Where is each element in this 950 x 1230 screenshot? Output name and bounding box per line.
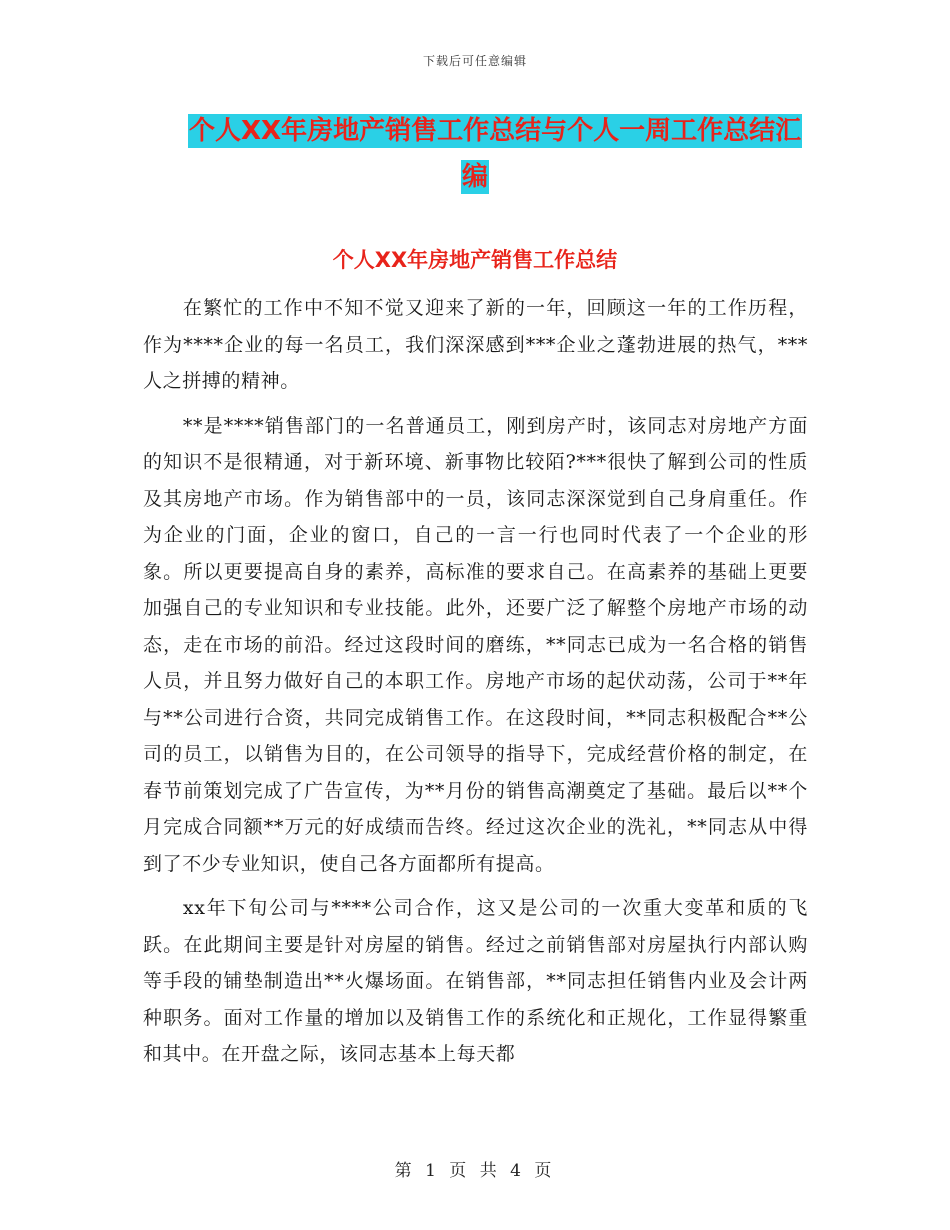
paragraph-1: 在繁忙的工作中不知不觉又迎来了新的一年，回顾这一年的工作历程，作为****企业的每一名员工，我们深深感到***企业之蓬勃进展的热气，***人之拼搏的精神。 [143,297,808,392]
document-title-line2 [188,154,810,200]
document-body [143,290,808,1081]
page-number: 第 1 页 共 4 页 [394,1161,556,1181]
title-highlight-1: 个人XX年房地产销售工作总结与个人一周工作总结汇 [189,116,802,146]
section-title: 个人XX年房地产销售工作总结 [332,248,618,272]
paragraph-2: **是****销售部门的一名普通员工，刚到房产时，该同志对房地产方面的知识不是很精通，对于新环境、新事物比较陌?***很快了解到公司的性质及其房地产市场。作为销售部中的一员，该同志深深觉到自己身肩重任。作为企业的门面，企业的窗口，自己的一言一行也同时代表了一个企业的形象。所以更要提高自身的素养，高标准的要求自己。在高素养的基础上更要加强自己的专业知识和专业技能。此外，还要广泛了解整个房地产市场的动态，走在市场的前沿。经过这段时间的磨练，**同志已成为一名合格的销售人员，并且努力做好自己的本职工作。房地产市场的起伏动荡，公司于**年与**公司进行合资，共同完成销售工作。在这段时间，**同志积极配合**公司的员工，以销售为目的，在公司领导的指导下，完成经营价格的制定，在春节前策划完成了广告宣传，为**月份的销售高潮奠定了基础。最后以**个月完成合同额**万元的好成绩而告终。经过这次企业的洗礼，**同志从中得到了不少专业知识，使自己各方面都所有提高。 [143,414,808,875]
document-title [188,108,810,200]
paragraph-3: xx年下旬公司与****公司合作，这又是公司的一次重大变革和质的飞跃。在此期间主要是针对房屋的销售。经过之前销售部对房屋执行内部认购等手段的铺垫制造出**火爆场面。在销售部，**同志担任销售内业及会计两种职务。面对工作量的增加以及销售工作的系统化和正规化，工作显得繁重和其中。在开盘之际，该同志基本上每天都 [143,897,808,1065]
title-highlight-2: 编 [462,162,489,192]
document-title-line1 [188,108,810,154]
page-header-note: 下载后可任意编辑 [422,54,527,68]
